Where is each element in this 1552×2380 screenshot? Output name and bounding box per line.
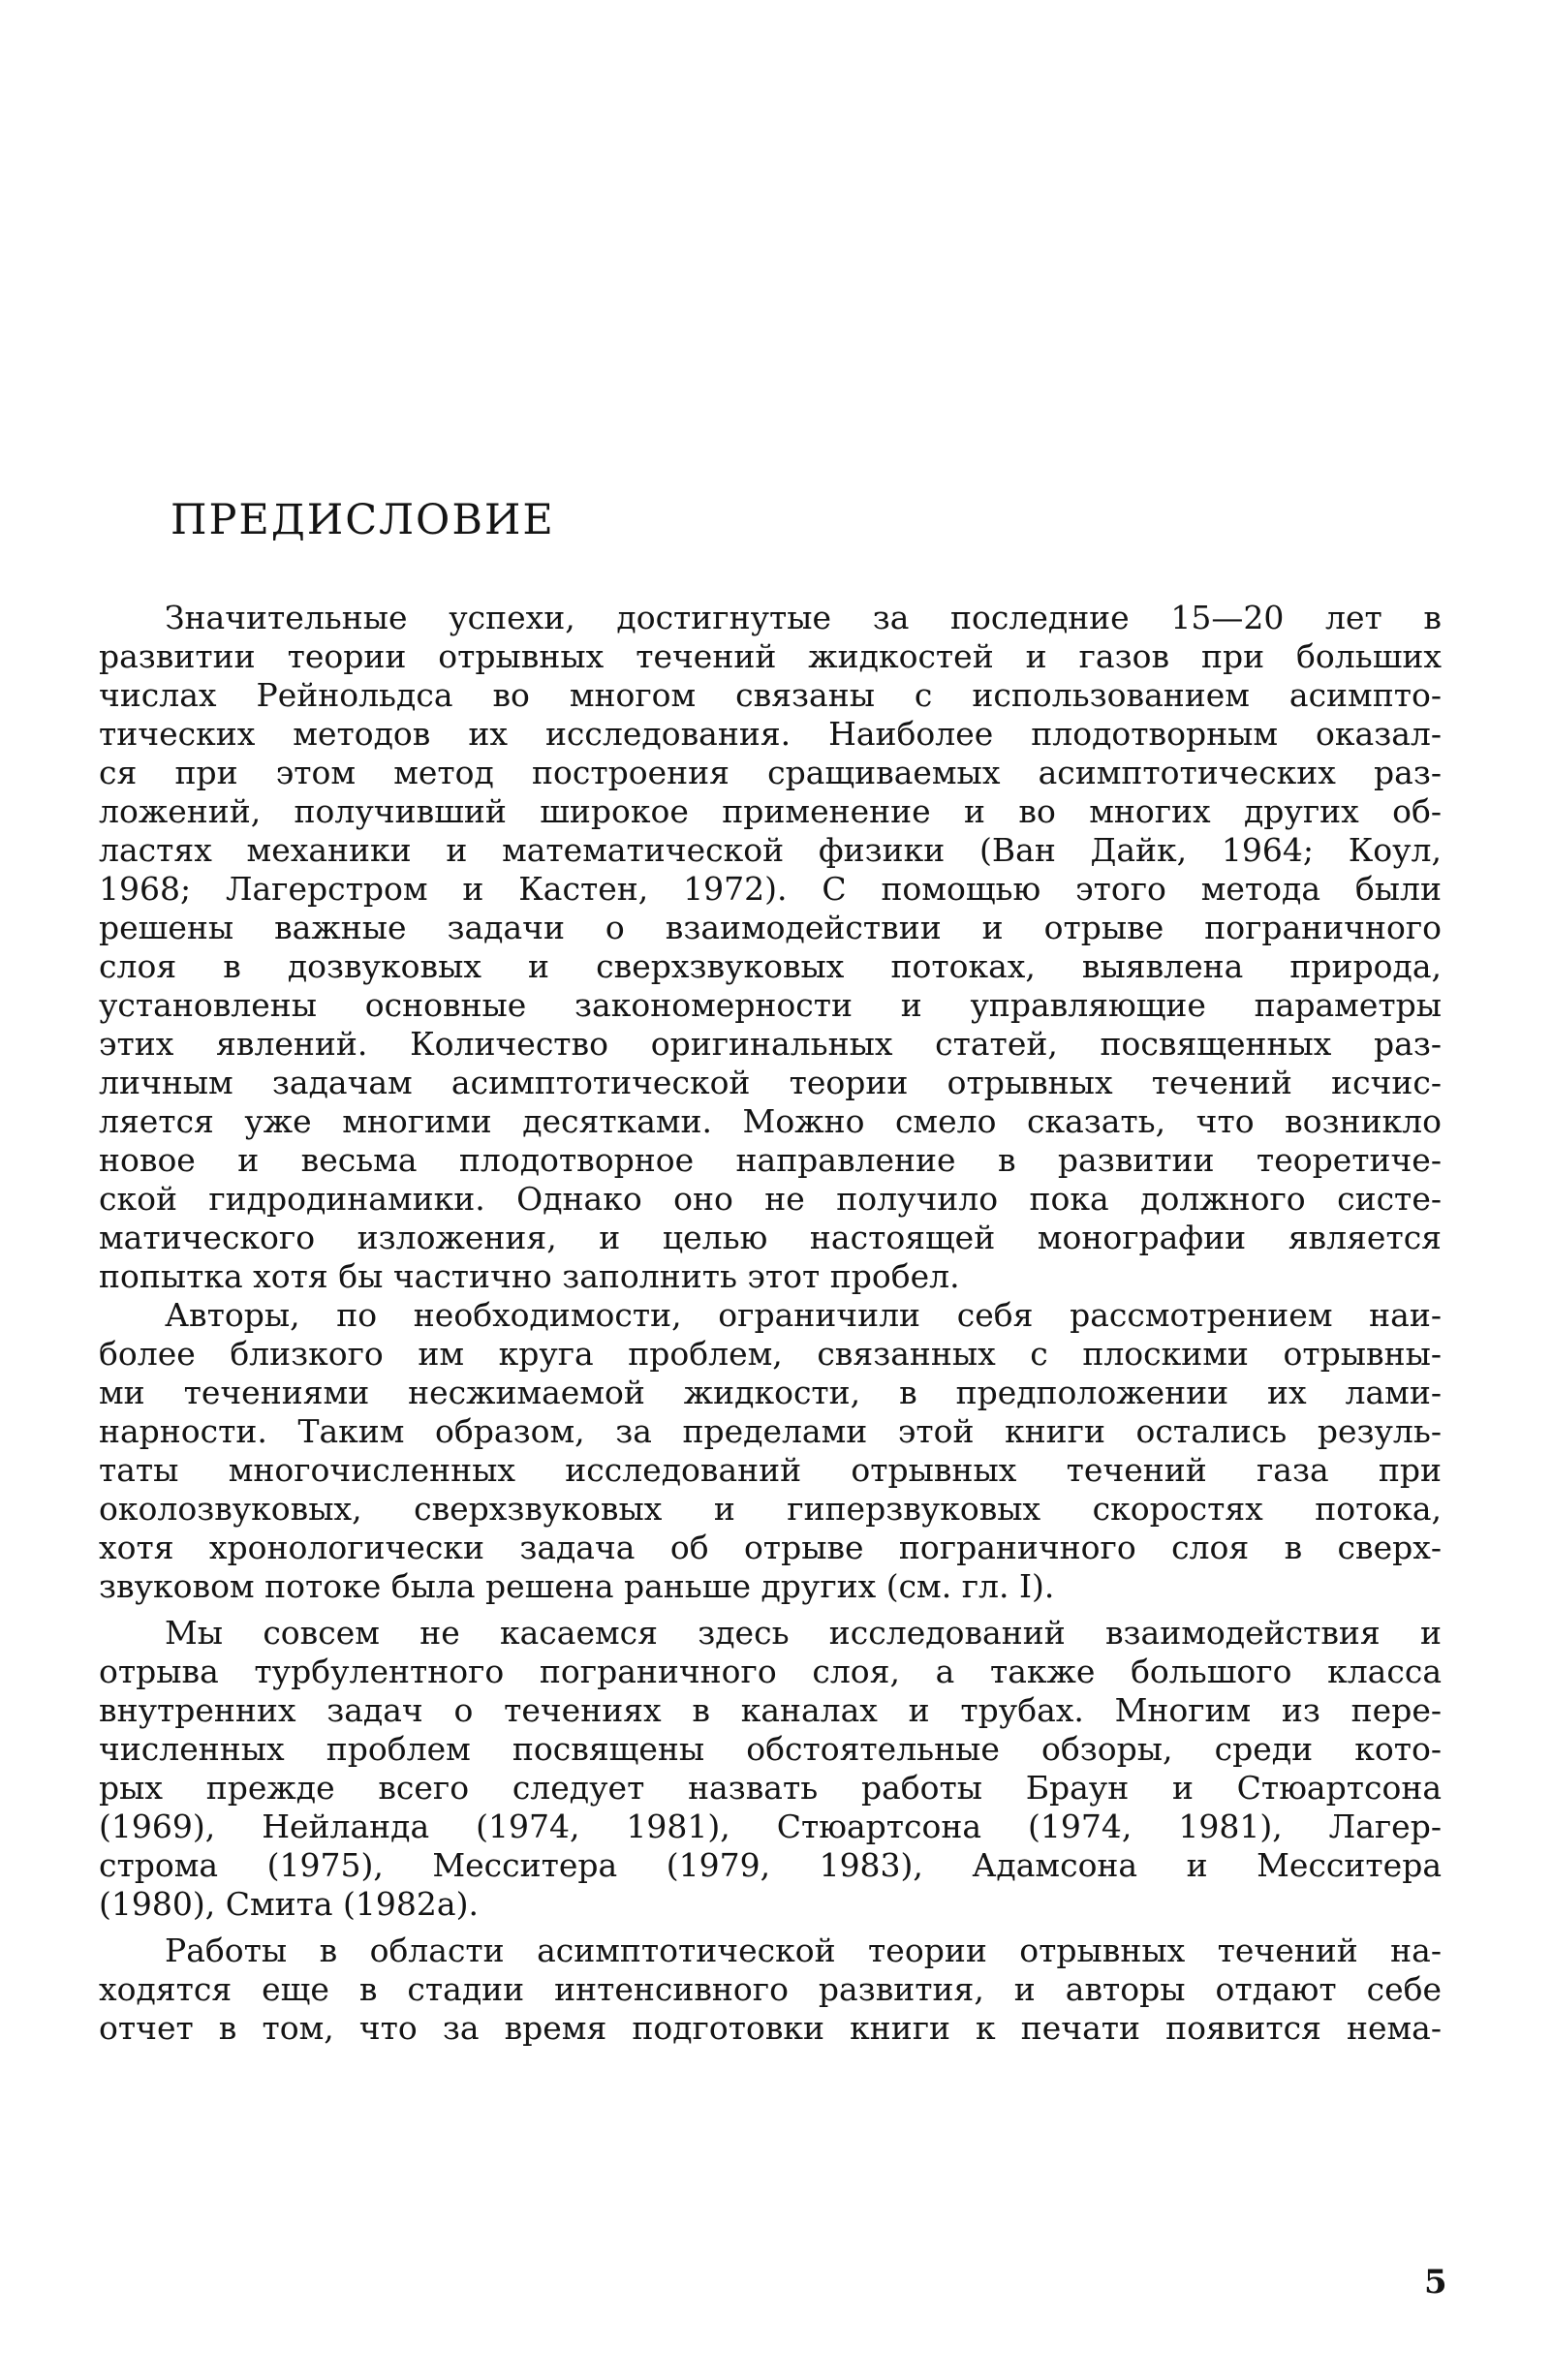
text-line: личным задачам асимптотической теории отрывных течений исчис- bbox=[99, 1064, 1442, 1101]
paragraph-3 bbox=[99, 1614, 1442, 1924]
page-title: ПРЕДИСЛОВИЕ bbox=[171, 496, 555, 544]
preface-body bbox=[99, 599, 1442, 2048]
text-line: 1968; Лагерстром и Кастен, 1972). С помощью этого метода были bbox=[99, 870, 1442, 908]
text-line: развитии теории отрывных течений жидкостей и газов при больших bbox=[99, 637, 1442, 675]
text-line: попытка хотя бы частично заполнить этот пробел. bbox=[99, 1257, 960, 1295]
text-line: решены важные задачи о взаимодействии и отрыве пограничного bbox=[99, 909, 1442, 946]
text-line: установлены основные закономерности и управляющие параметры bbox=[99, 986, 1442, 1024]
paragraph-spacer bbox=[99, 1606, 1442, 1614]
text-line: слоя в дозвуковых и сверхзвуковых потоках, выявлена природа, bbox=[99, 947, 1442, 985]
text-line: Мы совсем не касаемся здесь исследований взаимодействия и bbox=[165, 1614, 1442, 1652]
paragraph-2 bbox=[99, 1296, 1442, 1606]
text-line: Работы в области асимптотической теории отрывных течений на- bbox=[165, 1932, 1442, 1969]
text-line: более близкого им круга проблем, связанных с плоскими отрывны- bbox=[99, 1335, 1442, 1373]
page-number: 5 bbox=[1424, 2263, 1447, 2302]
text-line: ся при этом метод построения сращиваемых асимптотических раз- bbox=[99, 754, 1442, 791]
text-line: отрыва турбулентного пограничного слоя, а также большого класса bbox=[99, 1653, 1442, 1690]
paragraph-4 bbox=[99, 1932, 1442, 2048]
text-line: новое и весьма плодотворное направление в развитии теоретиче- bbox=[99, 1141, 1442, 1179]
text-line: ходятся еще в стадии интенсивного развития, и авторы отдают себе bbox=[99, 1970, 1442, 2008]
text-line: этих явлений. Количество оригинальных статей, посвященных раз- bbox=[99, 1025, 1442, 1063]
text-line: отчет в том, что за время подготовки книги к печати появится нема- bbox=[99, 2009, 1442, 2047]
text-line: рых прежде всего следует назвать работы Браун и Стюартсона bbox=[99, 1769, 1442, 1807]
text-line: Значительные успехи, достигнутые за последние 15—20 лет в bbox=[165, 599, 1442, 636]
text-line: ляется уже многими десятками. Можно смело сказать, что возникло bbox=[99, 1102, 1442, 1140]
text-line: числах Рейнольдса во многом связаны с использованием асимпто- bbox=[99, 676, 1442, 714]
text-line: ми течениями несжимаемой жидкости, в предположении их лами- bbox=[99, 1374, 1442, 1411]
text-line: ской гидродинамики. Однако оно не получило пока должного систе- bbox=[99, 1180, 1442, 1218]
text-line: тических методов их исследования. Наиболее плодотворным оказал- bbox=[99, 715, 1442, 753]
paragraph-spacer bbox=[99, 1924, 1442, 1932]
text-line: матического изложения, и целью настоящей монографии является bbox=[99, 1219, 1442, 1256]
text-line: Авторы, по необходимости, ограничили себя рассмотрением наи- bbox=[165, 1296, 1442, 1334]
text-line: численных проблем посвящены обстоятельные обзоры, среди кото- bbox=[99, 1730, 1442, 1768]
text-line: хотя хронологически задача об отрыве пограничного слоя в сверх- bbox=[99, 1529, 1442, 1566]
paragraph-1 bbox=[99, 599, 1442, 1296]
text-line: строма (1975), Месситера (1979, 1983), Адамсона и Месситера bbox=[99, 1846, 1442, 1884]
text-line: нарности. Таким образом, за пределами этой книги остались резуль- bbox=[99, 1412, 1442, 1450]
text-line: (1980), Смита (1982а). bbox=[99, 1885, 479, 1923]
text-line: ложений, получивший широкое применение и во многих других об- bbox=[99, 792, 1442, 830]
text-line: (1969), Нейланда (1974, 1981), Стюартсона (1974, 1981), Лагер- bbox=[99, 1808, 1442, 1845]
text-line: звуковом потоке была решена раньше других (см. гл. I). bbox=[99, 1567, 1055, 1605]
text-line: внутренних задач о течениях в каналах и трубах. Многим из пере- bbox=[99, 1691, 1442, 1729]
text-line: ластях механики и математической физики (Ван Дайк, 1964; Коул, bbox=[99, 831, 1442, 869]
text-line: таты многочисленных исследований отрывных течений газа при bbox=[99, 1451, 1442, 1489]
text-line: околозвуковых, сверхзвуковых и гиперзвуковых скоростях потока, bbox=[99, 1490, 1442, 1528]
